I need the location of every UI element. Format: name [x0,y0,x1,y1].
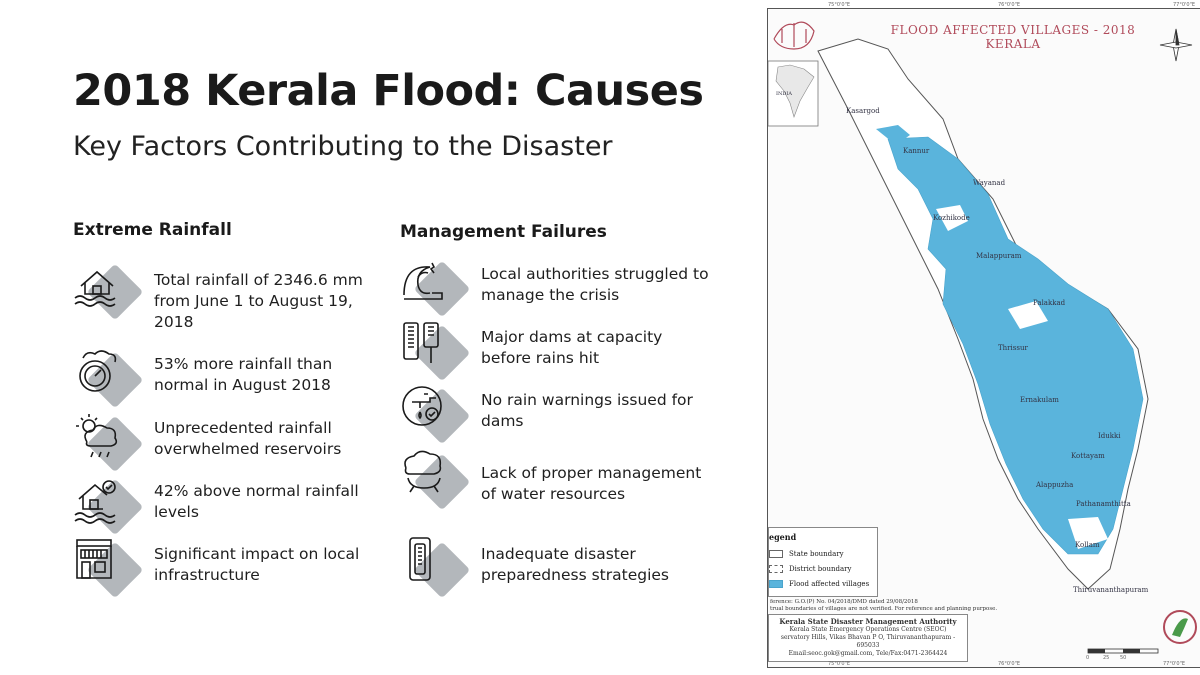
map-reference [770,599,1030,613]
coord-label: 75°0'0"E [828,2,851,8]
scale-label: 0 [1086,655,1090,661]
district-label: Alappuzha [1036,481,1074,489]
item-text: 42% above normal rainfall levels [154,482,359,521]
district-label: Wayanad [973,179,1006,187]
section-heading: Extreme Rainfall [73,220,232,240]
coord-label: 75°0'0"E [828,661,851,667]
scale-label: 25 [1103,655,1110,661]
emblem-icon [774,22,814,49]
item-text: Major dams at capacity before rains hit [481,328,663,367]
map-title-line: FLOOD AFFECTED VILLAGES - 2018 [890,23,1136,37]
authority-line: Email:seoc.gok@gmail.com, Tele/Fax:0471-2364424 [788,650,948,657]
authority-box [768,614,968,662]
coord-label: 77°0'0"E [1173,2,1196,8]
district-label: Kasargod [846,107,880,115]
thermometers-icon [400,319,460,379]
flood-map [767,2,1200,668]
legend-item: Flood affected villages [769,580,869,588]
inset-label: INDIA [776,91,792,97]
legend-item: District boundary [769,565,851,573]
district-label: Pathanamthitta [1076,500,1131,508]
district-label: Palakkad [1033,299,1066,307]
district-label: Ernakulam [1020,396,1059,404]
item-text: Significant impact on local infrastructure [154,545,360,584]
item-text: Total rainfall of 2346.6 mm from June 1 to August 19, 2018 [154,271,363,331]
reference-line: ference: G.O.(P) No. 04/2018/DMD dated 29/08/2018 [770,599,918,605]
legend-title: egend [769,532,797,542]
storefront-building-icon [73,536,133,596]
disclaimer-line: trual boundaries of villages are not verified. For reference and planning purpose. [770,606,998,612]
rain-gauge-icon [73,346,133,406]
flooded-house-icon [73,258,133,318]
authority-line: Kerala State Emergency Operations Centre (SEOC) [789,626,947,633]
item-text: Lack of proper management of water resources [481,464,702,503]
district-label: Thrissur [998,344,1028,352]
map-legend [768,527,878,597]
tidal-wave-icon [400,255,460,315]
map-title [848,23,1178,51]
district-label: Malappuram [976,252,1022,260]
scale-label: 50 [1120,655,1127,661]
district-label: Kollam [1075,541,1100,549]
map-title-line: KERALA [985,37,1041,51]
item-text: Unprecedented rainfall overwhelmed reservoirs [154,419,342,458]
item-text: No rain warnings issued for dams [481,391,693,430]
district-label: Idukki [1098,432,1121,440]
authority-line: servatory Hills, Vikas Bhavan P O, Thiruvananthapuram - 695033 [780,634,956,649]
district-label: Kozhikode [933,214,970,222]
thermometer-gauge-icon [400,536,460,596]
coord-label: 76°0'0"E [998,2,1021,8]
district-label: Kottayam [1071,452,1105,460]
extreme-rainfall-section [73,220,383,584]
authority-name: Kerala State Disaster Management Authority [779,617,957,626]
item-text: Inadequate disaster preparedness strategies [481,545,669,584]
district-label: Thiruvananthapuram [1073,586,1149,594]
management-failures-section [400,222,710,584]
sun-rain-cloud-icon [73,410,133,470]
page-title: 2018 Kerala Flood: Causes [73,66,704,116]
section-heading: Management Failures [400,222,607,242]
cloud-hand-icon [400,448,460,508]
district-label: Kannur [903,147,930,155]
house-checkmark-flood-icon [73,473,133,533]
coord-label: 76°0'0"E [998,661,1021,667]
coord-label: 77°0'0"E [1163,661,1186,667]
legend-item: State boundary [769,550,844,558]
item-text: Local authorities struggled to manage the crisis [481,265,709,304]
water-tap-clock-icon [400,382,460,442]
item-text: 53% more rainfall than normal in August 2018 [154,355,333,394]
page-subtitle: Key Factors Contributing to the Disaster [73,131,613,162]
